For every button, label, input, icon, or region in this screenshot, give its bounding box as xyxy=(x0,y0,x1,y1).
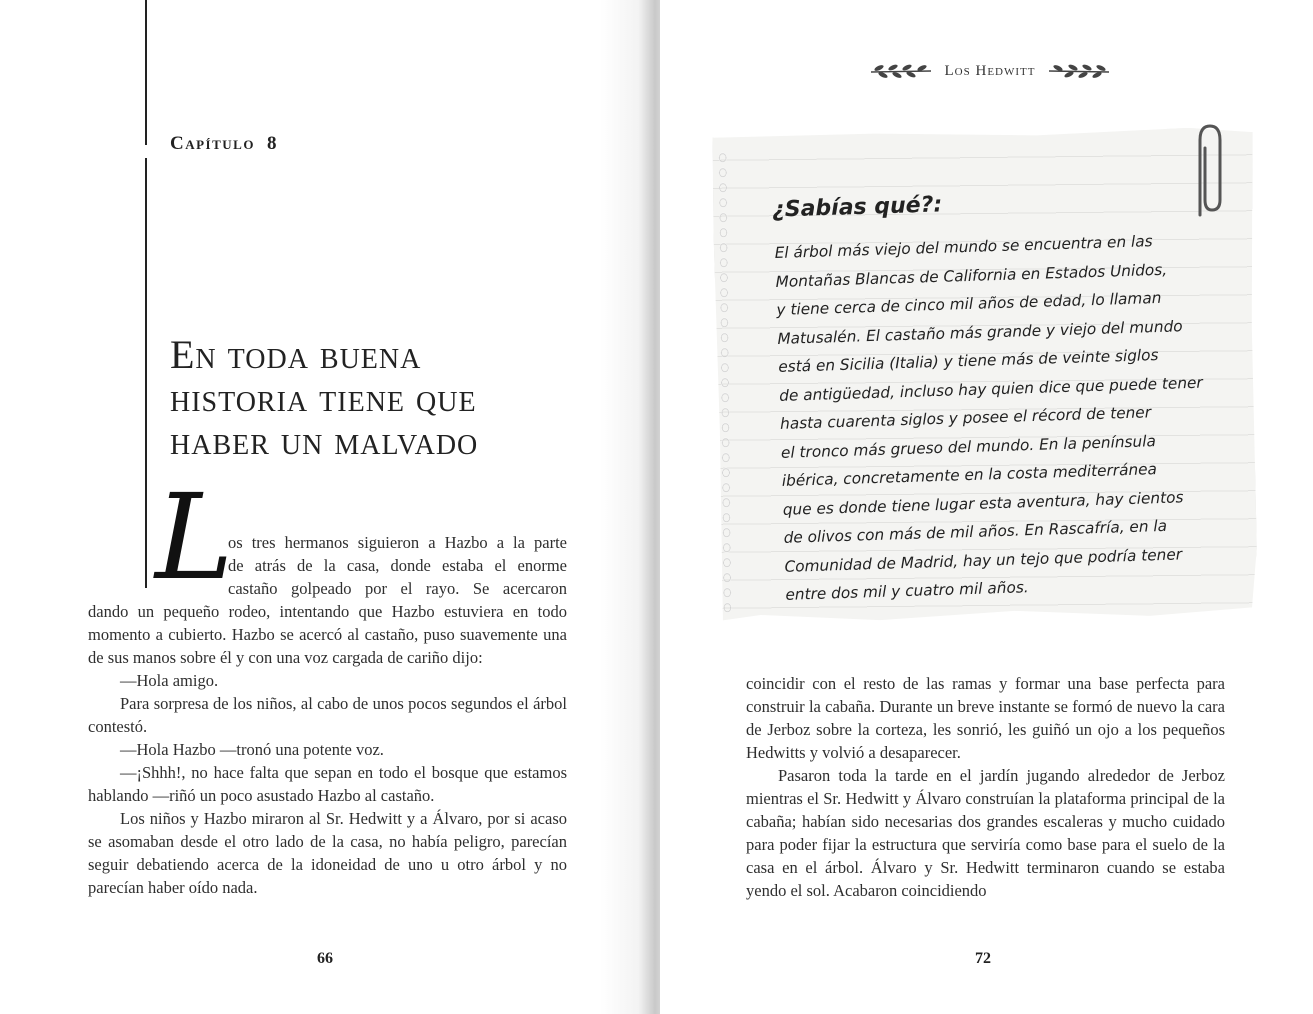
note-heading: ¿Sabías qué?: xyxy=(771,192,943,223)
paragraph: —Hola Hazbo —tronó una potente voz. xyxy=(120,740,384,759)
left-page xyxy=(0,0,650,1014)
note-line: el tronco más grueso del mundo. En la península xyxy=(780,431,1157,462)
note-line: que es donde tiene lugar esta aventura, hay cientos xyxy=(782,487,1184,519)
note-line: hasta cuarenta siglos y posee el récord de tener xyxy=(779,403,1152,433)
note-body xyxy=(774,225,1225,609)
note-line: Montañas Blancas de California en Estados Unidos, xyxy=(775,260,1168,291)
running-head xyxy=(850,62,1130,80)
page-number: 72 xyxy=(975,950,991,967)
right-body-text xyxy=(746,672,1225,902)
olive-branch-right-icon xyxy=(1047,62,1111,80)
paragraph: dando un pequeño rodeo, intentando que Hazbo estuviera en todo momento a cubierto. Hazbo se acercó al castaño, puso suavemente una de sus manos sobre él y con una voz cargada de cariño dijo: xyxy=(88,602,567,667)
note-line: de olivos con más de mil años. En Rascafría, en la xyxy=(783,516,1168,547)
paragraph: coincidir con el resto de las ramas y formar una base perfecta para construir la cabaña. Durante un breve instante se formó de nuevo la cara de Jerboz sobre la corteza, les sonrió, les guiñó un ojo a los pequeños Hedwitts y volvió a desaparecer. xyxy=(746,674,1225,762)
chapter-label xyxy=(170,133,278,155)
text-line: de atrás de la casa, donde estaba el enorme xyxy=(228,556,567,575)
page-number: 66 xyxy=(317,950,333,967)
right-page xyxy=(660,0,1313,1014)
note-line: entre dos mil y cuatro mil años. xyxy=(785,578,1029,604)
olive-branch-left-icon xyxy=(869,62,933,80)
note-line: está en Sicilia (Italia) y tiene más de veinte siglos xyxy=(778,345,1159,376)
note-line: y tiene cerca de cinco mil años de edad, lo llaman xyxy=(776,288,1162,319)
note-line: Comunidad de Madrid, hay un tejo que podría tener xyxy=(784,544,1183,576)
paragraph: —¡Shhh!, no hace falta que sepan en todo el bosque que estamos hablando —riñó un poco asustado Hazbo al castaño. xyxy=(88,763,567,805)
chapter-title-line: haber un malvado xyxy=(170,418,479,463)
chapter-title-line: historia tiene que xyxy=(170,375,477,420)
text-line: os tres hermanos siguieron a Hazbo a la parte xyxy=(228,533,567,552)
note-line: ibérica, concretamente en la costa mediterránea xyxy=(781,460,1158,490)
running-head-text: Los Hedwitt xyxy=(944,62,1036,79)
text-line: castaño golpeado por el rayo. Se acercaron xyxy=(228,579,567,598)
note-line: El árbol más viejo del mundo se encuentra en las xyxy=(774,232,1153,262)
notebook-spiral-holes xyxy=(717,151,734,616)
margin-rule-middle xyxy=(145,158,147,588)
chapter-title xyxy=(170,333,590,462)
chapter-title-line: En toda buena xyxy=(170,332,422,377)
chapter-number: 8 xyxy=(266,133,278,154)
margin-rule-top xyxy=(145,0,147,145)
paragraph: Pasaron toda la tarde en el jardín jugando alrededor de Jerboz mientras el Sr. Hedwitt y Álvaro construían la plataforma principal de la cabaña; habían sido necesarias dos grandes escaleras y mucho cuidado para poder fijar la estructura que serviría como base para el suelo de la casa en el árbol. Álvaro y Sr. Hedwitt terminaron cuando se estaba yendo el sol. Acabaron coincidiendo xyxy=(746,766,1225,900)
paragraph: —Hola amigo. xyxy=(120,671,219,690)
left-body-text xyxy=(88,600,567,899)
drop-cap: L xyxy=(155,468,234,606)
paragraph: Los niños y Hazbo miraron al Sr. Hedwitt y a Álvaro, por si acaso se asomaban desde el otro lado de la casa, no había peligro, parecían seguir debatiendo acerca de la idoneidad de uno u otro árbol y no parecían haber oído nada. xyxy=(88,809,567,897)
note-line: de antigüedad, incluso hay quien dice que puede tener xyxy=(778,373,1203,405)
paragraph: Para sorpresa de los niños, al cabo de unos pocos segundos el árbol contestó. xyxy=(88,694,567,736)
note-line: Matusalén. El castaño más grande y viejo del mundo xyxy=(777,316,1183,348)
paperclip-icon xyxy=(1188,120,1224,220)
first-paragraph-opening xyxy=(228,531,567,600)
chapter-label-text: Capítulo xyxy=(170,133,255,154)
